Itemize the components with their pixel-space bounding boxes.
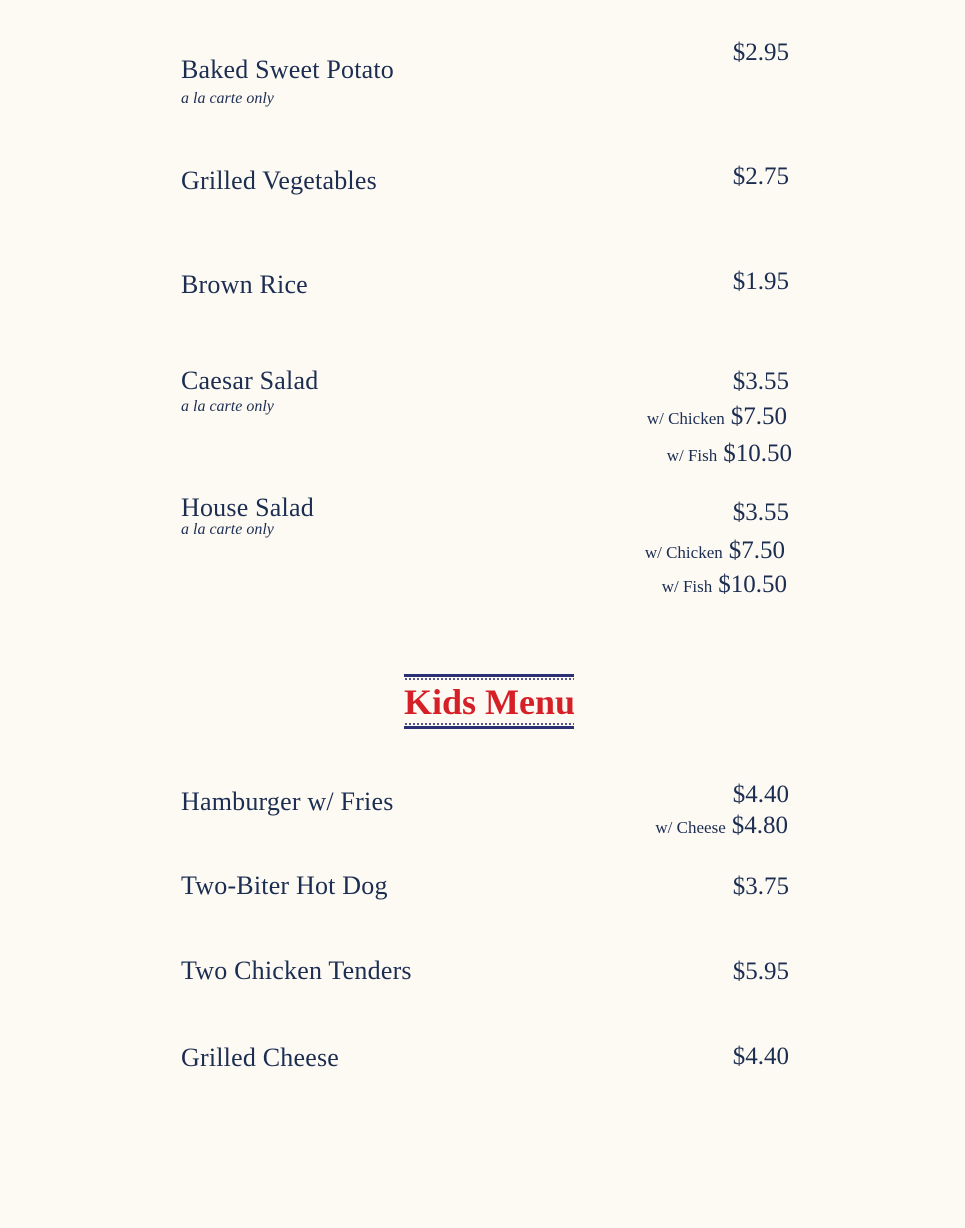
item-price-caesar-salad: $3.55 bbox=[732, 368, 789, 395]
option-hamburger-cheese bbox=[655, 811, 788, 843]
item-price-grilled-vegetables: $2.75 bbox=[732, 163, 789, 190]
option-price: $7.50 bbox=[728, 537, 785, 564]
option-label: w/ Chicken bbox=[644, 543, 723, 562]
item-name-grilled-vegetables: Grilled Vegetables bbox=[181, 166, 377, 195]
item-name-brown-rice: Brown Rice bbox=[181, 270, 308, 299]
kids-menu-title: Kids Menu bbox=[404, 682, 576, 722]
option-caesar-salad-chicken bbox=[647, 402, 787, 434]
option-house-salad-chicken bbox=[645, 536, 785, 568]
option-label: w/ Fish bbox=[661, 577, 713, 596]
option-house-salad-fish bbox=[662, 570, 787, 602]
item-price-chicken-tenders: $5.95 bbox=[732, 958, 789, 985]
item-note-baked-sweet-potato: a la carte only bbox=[181, 90, 274, 107]
option-price: $7.50 bbox=[730, 403, 787, 430]
option-price: $4.80 bbox=[731, 812, 788, 839]
heading-rule-top bbox=[404, 674, 574, 677]
item-price-baked-sweet-potato: $2.95 bbox=[732, 39, 789, 66]
item-note-caesar-salad: a la carte only bbox=[181, 398, 274, 415]
item-name-hot-dog: Two-Biter Hot Dog bbox=[181, 871, 388, 900]
option-price: $10.50 bbox=[723, 440, 792, 467]
heading-rule-bottom bbox=[404, 726, 574, 729]
heading-dots-top bbox=[404, 678, 574, 680]
item-price-hamburger: $4.40 bbox=[732, 781, 789, 808]
item-price-grilled-cheese: $4.40 bbox=[732, 1043, 789, 1070]
option-price: $10.50 bbox=[718, 571, 787, 598]
option-label: w/ Chicken bbox=[646, 409, 725, 428]
kids-menu-heading bbox=[404, 674, 574, 729]
item-price-house-salad: $3.55 bbox=[732, 499, 789, 526]
item-name-hamburger: Hamburger w/ Fries bbox=[181, 787, 394, 816]
option-label: w/ Fish bbox=[666, 446, 718, 465]
item-name-baked-sweet-potato: Baked Sweet Potato bbox=[181, 55, 395, 84]
item-name-chicken-tenders: Two Chicken Tenders bbox=[181, 956, 412, 985]
item-name-caesar-salad: Caesar Salad bbox=[181, 366, 319, 395]
item-price-brown-rice: $1.95 bbox=[732, 268, 789, 295]
heading-dots-bottom bbox=[404, 723, 574, 725]
item-price-hot-dog: $3.75 bbox=[732, 873, 789, 900]
option-label: w/ Cheese bbox=[655, 818, 726, 837]
item-note-house-salad: a la carte only bbox=[181, 521, 274, 538]
option-caesar-salad-fish bbox=[667, 439, 792, 471]
item-name-house-salad: House Salad bbox=[181, 493, 314, 522]
item-name-grilled-cheese: Grilled Cheese bbox=[181, 1043, 340, 1072]
